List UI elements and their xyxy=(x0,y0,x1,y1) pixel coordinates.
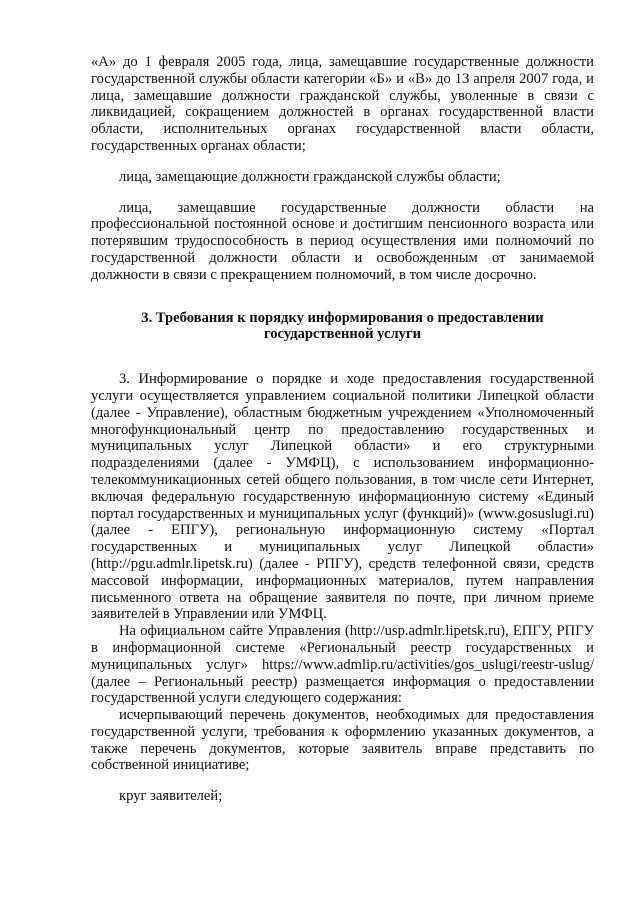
paragraph-civil-service: лица, замещающие должности гражданской службы области; xyxy=(119,168,501,185)
paragraph-documents-list: исчерпывающий перечень документов, необходимых для предоставления государственной услуги, требования к оформлению указанных документов, а также перечень документов, которые заявитель вправе представить по собственной инициативе; xyxy=(91,707,594,774)
paragraph-eligible-persons: «А» до 1 февраля 2005 года, лица, замещавшие государственные должности государственной службы области категории «Б» и «В» до 13 апреля 2007 года, и лица, замещавшие должности гражданской службы, уволенные в связи с ликвидацией, сокращением должностей в органах государственной власти области, исполнительных органах государственной власти области, государственных органах области; xyxy=(91,54,594,154)
paragraph-informing: 3. Информирование о порядке и ходе предоставления государственной услуги осуществляется управлением социальной политики Липецкой области (далее - Управление), областным бюджетным учреждением «Уполномоченный многофункциональный центр по предоставлению государственных и муниципальных услуг Липецкой области» и его структурными подразделениями (далее - УМФЦ), с использованием информационно-телекоммуникационных сетей общего пользования, в том числе сети Интернет, включая федеральную государственную информационную систему «Единый портал государственных и муниципальных услуг (функций)» (www.gosuslugi.ru) (далее - ЕПГУ), региональную информационную систему «Портал государственных и муниципальных услуг Липецкой области» (http://pgu.admlr.lipetsk.ru) (далее - РПГУ), средств телефонной связи, средств массовой информации, информационных материалов, путем направления письменного ответа на обращение заявителя по почте, при личном приеме заявителей в Управлении или УМФЦ. xyxy=(91,371,594,623)
paragraph-applicants: круг заявителей; xyxy=(119,788,223,805)
section-heading: 3. Требования к порядку информирования о предоставлении государственной услуги xyxy=(141,309,544,343)
paragraph-state-positions: лица, замещавшие государственные должности области на профессиональной постоянной основе и достигшим пенсионного возраста или потерявшим трудоспособность в период осуществления ими полномочий по государственной должности области и освобожденным от занимаемой должности в связи с прекращением полномочий, в том числе досрочно. xyxy=(91,199,594,283)
paragraph-official-site: На официальном сайте Управления (http://usp.admlr.lipetsk.ru), ЕПГУ, РПГУ в информационной системе «Региональный реестр государственных и муниципальных услуг» https://www.admlip.ru/activities/gos_uslugi/reestr-uslug/ (далее – Региональный реестр) размещается информация о предоставлении государственной услуги следующего содержания: xyxy=(91,623,594,707)
